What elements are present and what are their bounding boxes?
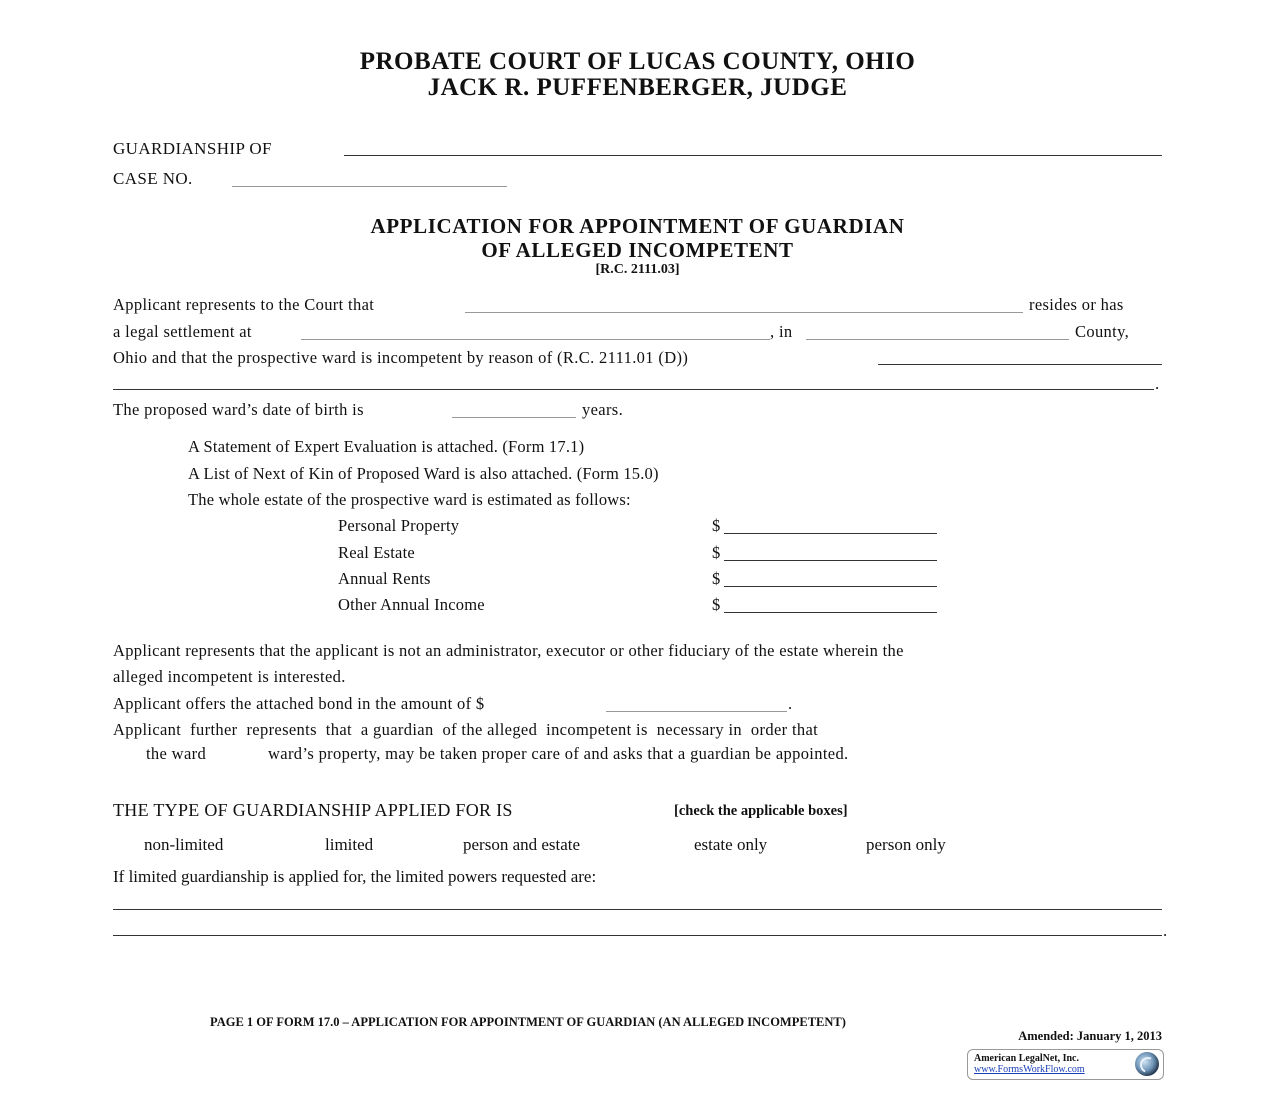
county-text: County,: [1075, 322, 1130, 341]
period: .: [1155, 374, 1160, 393]
annual-rents-field[interactable]: [724, 586, 937, 587]
bond-amount-field[interactable]: [606, 711, 787, 712]
guardianship-type-instruction: [check the applicable boxes]: [674, 803, 848, 819]
years-text: years.: [582, 400, 624, 419]
estate-label-other-annual-income: Other Annual Income: [338, 595, 485, 614]
statement-estate: The whole estate of the prospective ward is estimated as follows:: [188, 490, 631, 509]
fiduciary-statement: Applicant represents that the applicant is not an administrator, executor or other fiduciary of the estate wherein the: [113, 641, 904, 660]
dollar-sign: $: [712, 516, 721, 535]
judge-name: JACK R. PUFFENBERGER, JUDGE: [427, 74, 848, 101]
county-field[interactable]: [806, 339, 1069, 340]
form-title-line2: OF ALLEGED INCOMPETENT: [481, 238, 794, 262]
option-estate-only[interactable]: estate only: [694, 835, 768, 854]
globe-logo-icon: [1135, 1052, 1159, 1076]
limited-powers-field-1[interactable]: [113, 909, 1162, 910]
case-no-label: CASE NO.: [113, 169, 193, 188]
real-estate-field[interactable]: [724, 560, 937, 561]
option-person-only[interactable]: person only: [866, 835, 946, 854]
estate-label-personal-property: Personal Property: [338, 516, 460, 535]
statement-next-of-kin: A List of Next of Kin of Proposed Ward is also attached. (Form 15.0): [188, 464, 659, 483]
option-limited[interactable]: limited: [325, 835, 374, 854]
dob-field[interactable]: [452, 417, 576, 418]
guardianship-type-heading: THE TYPE OF GUARDIANSHIP APPLIED FOR IS: [113, 800, 513, 820]
option-non-limited[interactable]: non-limited: [144, 835, 224, 854]
form-title-line1: APPLICATION FOR APPOINTMENT OF GUARDIAN: [370, 214, 905, 238]
limited-powers-period: .: [1163, 921, 1168, 940]
incompetence-reason-field[interactable]: [878, 364, 1162, 365]
incompetence-reason-field-cont[interactable]: [113, 389, 1154, 390]
publisher-name: American LegalNet, Inc.: [974, 1053, 1079, 1064]
applicant-name-field[interactable]: [465, 312, 1023, 313]
footer-page-info: PAGE 1 OF FORM 17.0 – APPLICATION FOR APPOINTMENT OF GUARDIAN (AN ALLEGED INCOMPETENT): [210, 1015, 846, 1029]
settlement-address-field[interactable]: [301, 339, 770, 340]
guardianship-of-field[interactable]: [344, 155, 1162, 156]
form-statute: [R.C. 2111.03]: [595, 262, 680, 277]
case-no-field[interactable]: [232, 186, 507, 187]
dollar-sign: $: [712, 543, 721, 562]
dob-text: The proposed ward’s date of birth is: [113, 400, 364, 419]
limited-powers-label: If limited guardianship is applied for, the limited powers requested are:: [113, 867, 597, 886]
guardianship-of-label: GUARDIANSHIP OF: [113, 139, 272, 158]
limited-powers-field-2[interactable]: [113, 935, 1162, 936]
dollar-sign: $: [712, 569, 721, 588]
estate-label-annual-rents: Annual Rents: [338, 569, 431, 588]
bond-text: Applicant offers the attached bond in the amount of $: [113, 694, 485, 713]
incompetent-reason-text: Ohio and that the prospective ward is incompetent by reason of (R.C. 2111.01 (D)): [113, 348, 689, 367]
necessity-statement-cont: ward’s property, may be taken proper care of and asks that a guardian be appointed.: [268, 744, 849, 763]
applicant-represents-text: Applicant represents to the Court that: [113, 295, 375, 314]
personal-property-field[interactable]: [724, 533, 937, 534]
option-person-and-estate[interactable]: person and estate: [463, 835, 581, 854]
statement-expert-evaluation: A Statement of Expert Evaluation is attached. (Form 17.1): [188, 437, 585, 456]
other-annual-income-field[interactable]: [724, 612, 937, 613]
publisher-link[interactable]: www.FormsWorkFlow.com: [974, 1064, 1085, 1075]
necessity-the-ward: the ward: [146, 744, 207, 763]
estate-label-real-estate: Real Estate: [338, 543, 415, 562]
necessity-statement: Applicant further represents that a guardian of the alleged incompetent is necessary in order that: [113, 720, 819, 739]
legal-settlement-text: a legal settlement at: [113, 322, 252, 341]
footer-amended-date: Amended: January 1, 2013: [1018, 1029, 1162, 1043]
publisher-badge[interactable]: [967, 1049, 1164, 1080]
court-name: PROBATE COURT OF LUCAS COUNTY, OHIO: [359, 48, 916, 75]
in-text: , in: [770, 322, 793, 341]
dollar-sign: $: [712, 595, 721, 614]
bond-period: .: [788, 694, 793, 713]
fiduciary-statement-cont: alleged incompetent is interested.: [113, 667, 346, 686]
resides-text: resides or has: [1029, 295, 1124, 314]
